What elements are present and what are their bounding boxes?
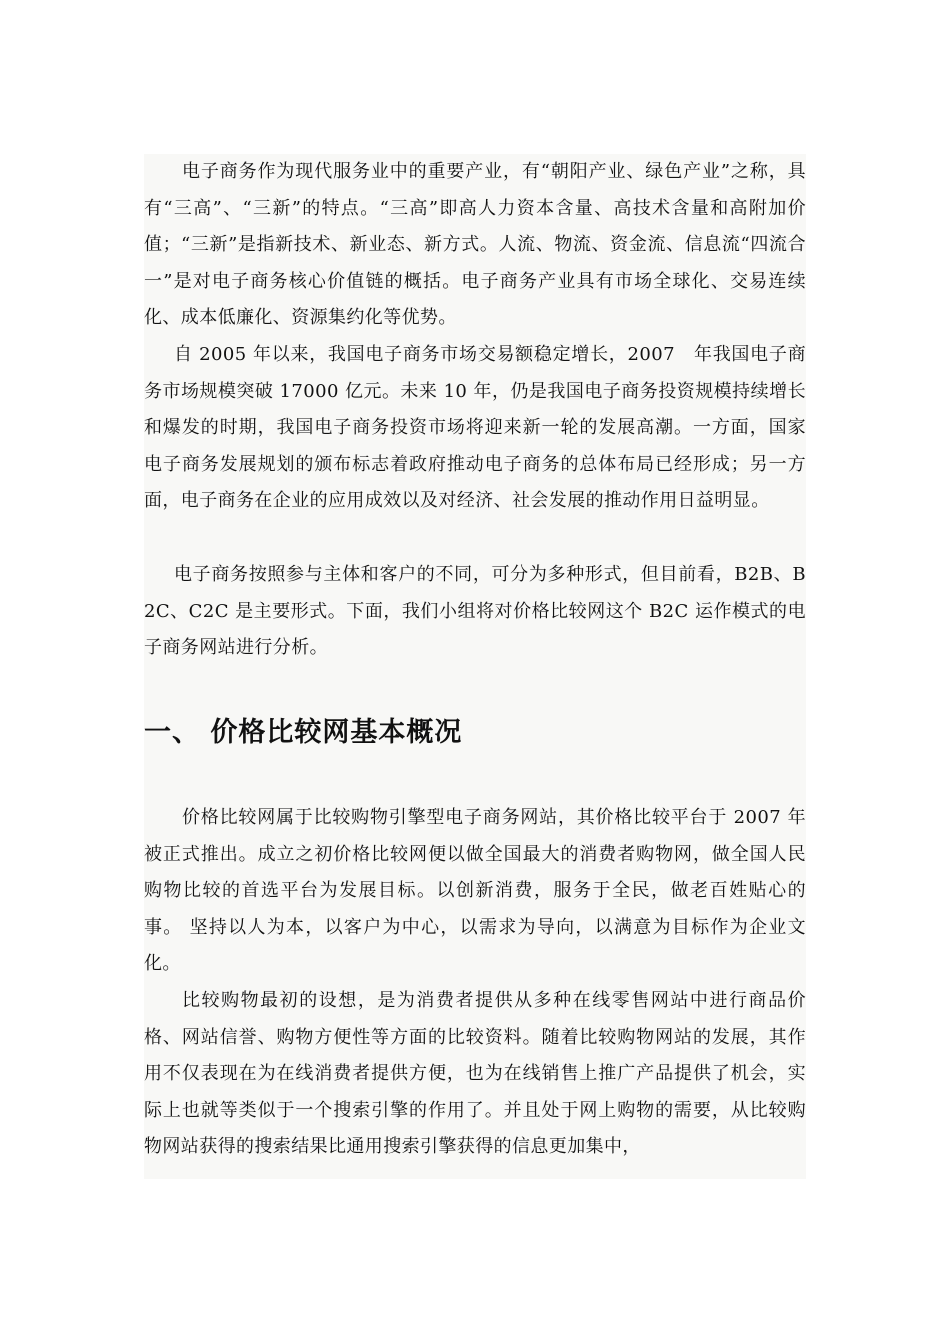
section-paragraph-comparison-shopping: 比较购物最初的设想，是为消费者提供从多种在线零售网站中进行商品价格、网站信誉、购物方便性等方面的比较资料。随着比较购物网站的发展，其作用不仅表现在为在线消费者提供方便，也为在线销售上推广产品提供了机会，实际上也就等类似于一个搜索引擎的作用了。并且处于网上购物的需要，从比较购物网站获得的搜索结果比通用搜索引擎获得的信息更加集中，	[144, 990, 806, 1158]
section-heading-overview: 一、 价格比较网基本概况	[144, 717, 463, 748]
section-paragraph-company-overview: 价格比较网属于比较购物引擎型电子商务网站，其价格比较平台于 2007 年被正式推出。成立之初价格比较网便以做全国最大的消费者购物网，做全国人民购物比较的首选平台为发展目标。以创新消费，服务于全民，做老百姓贴心的事。 坚持以人为本，以客户为中心，以需求为导向，以满意为目标作为企业文化。	[144, 807, 806, 975]
intro-paragraph-business-models: 电子商务按照参与主体和客户的不同，可分为多种形式，但目前看，B2B、B2C、C2C 是主要形式。下面，我们小组将对价格比较网这个 B2C 运作模式的电子商务网站进行分析。	[144, 564, 806, 659]
intro-paragraph-ecommerce-industry: 电子商务作为现代服务业中的重要产业，有“朝阳产业、绿色产业”之称，具有“三高”、“三新”的特点。“三高”即高人力资本含量、高技术含量和高附加价值；“三新”是指新技术、新业态、新方式。人流、物流、资金流、信息流“四流合一”是对电子商务核心价值链的概括。电子商务产业具有市场全球化、交易连续化、成本低廉化、资源集约化等优势。	[144, 161, 806, 329]
intro-paragraph-market-growth: 自 2005 年以来，我国电子商务市场交易额稳定增长，2007 年我国电子商务市场规模突破 17000 亿元。未来 10 年，仍是我国电子商务投资规模持续增长和爆发的时期，我国电子商务投资市场将迎来新一轮的发展高潮。一方面，国家电子商务发展规划的颁布标志着政府推动电子商务的总体布局已经形成；另一方面，电子商务在企业的应用成效以及对经济、社会发展的推动作用日益明显。	[144, 344, 806, 512]
document-page	[144, 154, 806, 1179]
